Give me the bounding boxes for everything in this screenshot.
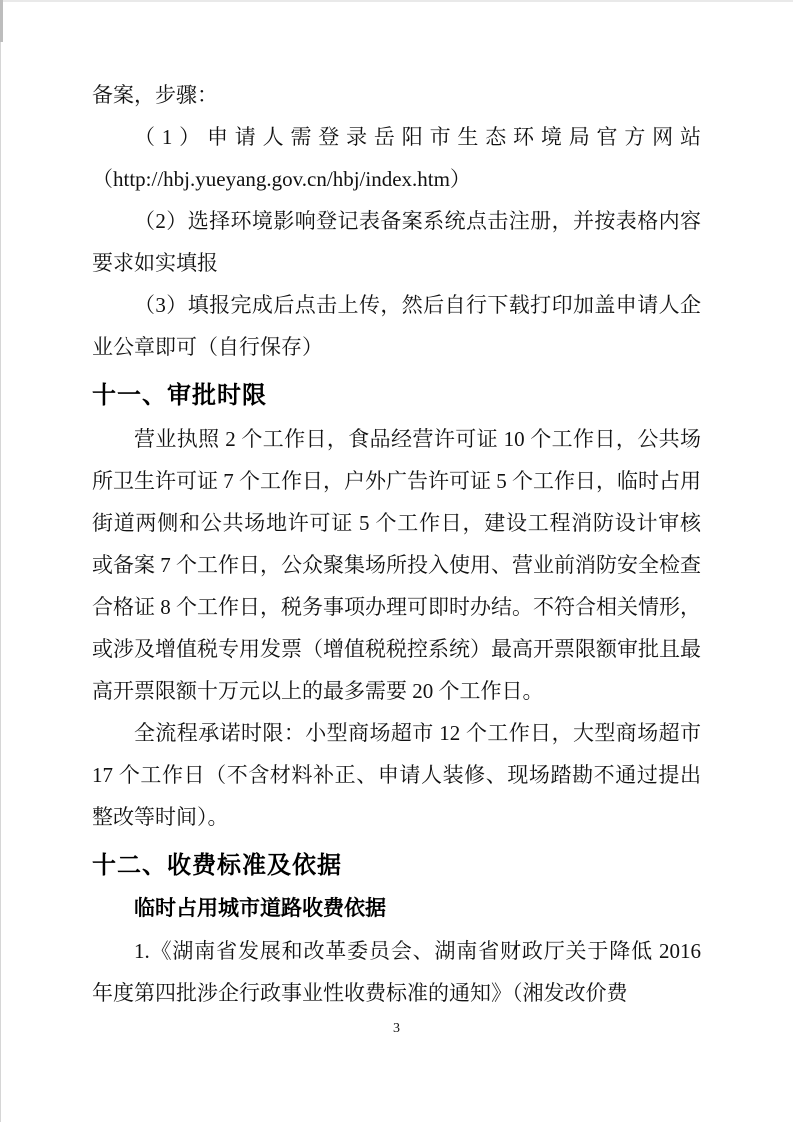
text-line: （http://hbj.yueyang.gov.cn/hbj/index.htm） — [92, 167, 471, 191]
text-line: 全流程承诺时限：小型商场超市 12 个工作日，大型商场超市 — [134, 721, 701, 745]
section-heading — [92, 374, 701, 418]
text-line: 营业执照 2 个工作日，食品经营许可证 10 个工作日，公共场 — [134, 427, 701, 451]
scan-corner-artifact — [0, 0, 3, 42]
text-line: 合格证 8 个工作日，税务事项办理可即时办结。不符合相关情形， — [92, 595, 701, 619]
paragraph — [92, 74, 701, 116]
text-line: 街道两侧和公共场地许可证 5 个工作日，建设工程消防设计审核 — [92, 511, 701, 535]
paragraph — [92, 418, 701, 712]
text-line: （1）申请人需登录岳阳市生态环境局官方网站 — [134, 125, 701, 149]
paragraph — [92, 116, 701, 200]
paragraph — [92, 930, 701, 1014]
text-line: 所卫生许可证 7 个工作日，户外广告许可证 5 个工作日，临时占用 — [92, 469, 701, 493]
page-number: 3 — [393, 1021, 400, 1036]
document-body — [92, 74, 701, 1014]
text-line: 高开票限额十万元以上的最多需要 20 个工作日。 — [92, 679, 544, 703]
scan-edge-left-artifact — [0, 0, 1, 1122]
text-line: 整改等时间）。 — [92, 805, 229, 829]
text-line: （2）选择环境影响登记表备案系统点击注册，并按表格内容 — [134, 209, 701, 233]
text-line: 1.《湖南省发展和改革委员会、湖南省财政厅关于降低 2016 — [134, 939, 701, 963]
scan-edge-top-artifact — [0, 0, 793, 2]
section-heading — [92, 844, 701, 888]
page-footer — [0, 1020, 793, 1038]
paragraph — [92, 712, 701, 838]
section-heading-text: 十二、收费标准及依据 — [92, 852, 342, 879]
text-line: 业公章即可（自行保存） — [92, 335, 323, 359]
text-line: 或涉及增值税专用发票（增值税税控系统）最高开票限额审批且最 — [92, 637, 701, 661]
text-line: （3）填报完成后点击上传，然后自行下载打印加盖申请人企 — [134, 293, 701, 317]
paragraph — [92, 284, 701, 368]
sub-heading — [92, 888, 701, 930]
paragraph — [92, 200, 701, 284]
text-line: 临时占用城市道路收费依据 — [134, 897, 386, 920]
section-heading-text: 十一、审批时限 — [92, 382, 267, 409]
text-line: 备案，步骤： — [92, 83, 218, 107]
text-line: 17 个工作日（不含材料补正、申请人装修、现场踏勘不通过提出 — [92, 763, 701, 787]
text-line: 年度第四批涉企行政事业性收费标准的通知》（湘发改价费 — [92, 981, 628, 1005]
text-line: 要求如实填报 — [92, 251, 218, 275]
text-line: 或备案 7 个工作日，公众聚集场所投入使用、营业前消防安全检查 — [92, 553, 701, 577]
